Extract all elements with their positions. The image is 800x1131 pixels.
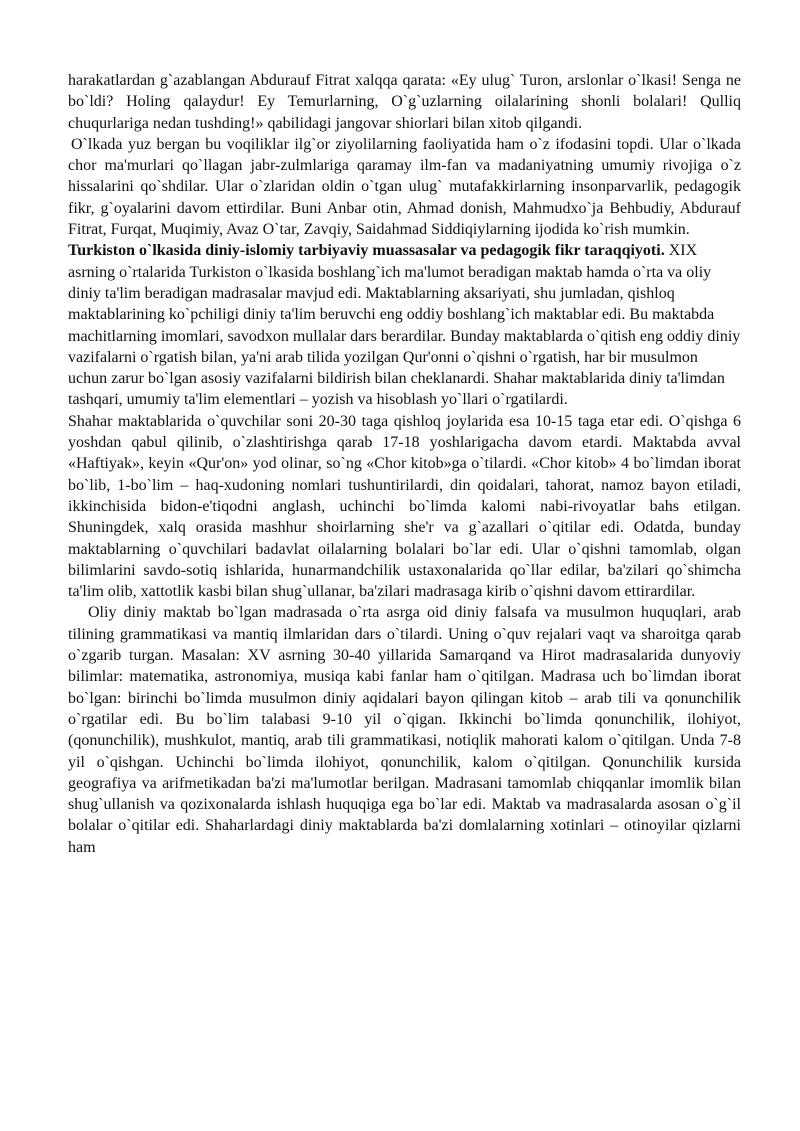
document-page [68,70,741,858]
paragraph-city-schools: Shahar maktablarida o`quvchilar soni 20-30 taga qishloq joylarida esa 10-15 taga etar edi. O`qishga 6 yoshdan qabul qilinib, o`zlashtirishga qarab 17-18 yoshlarigacha davom etardi. Maktabda avval «Haftiyak», keyin «Qur'on» yod olinar, so`ng «Chor kitob»ga o`tilardi. «Chor kitob» 4 bo`limdan iborat bo`lib, 1-bo`lim – haq-xudoning nomlari tushuntirilardi, din qoidalari, tahorat, namoz bayon etiladi, ikkinchisida bidon-e'tiqodni anglash, uchinchi bo`limda kalomi nabi-rivoyatlar bahs etilgan. Shuningdek, xalq orasida mashhur shoirlarning she'r va g`azallari o`qitilar edi. Odatda, bunday maktablarning o`quvchilari badavlat oilalarning bolalari bo`lar edi. Ular o`qishni tamomlab, olgan bilimlarini savdo-sotiq ishlarida, hunarmandchilik ustaxonalarida qo`llar edilar, ba'zilari qo`shimcha ta'lim olib, xattotlik kasbi bilan shug`ullanar, ba'zilari madrasaga kirib o`qishni davom ettirardilar. [68,412,741,601]
paragraph-intellectuals: O`lkada yuz bergan bu voqiliklar ilg`or ziyolilarning faoliyatida ham o`z ifodasini topdi. Ular o`lkada chor ma'murlari qo`llagan jabr-zulmlariga qaramay ilm-fan va madaniyatning umumiy rivojiga o`z hissalarini qo`shdilar. Ular o`zlaridan oldin o`tgan ulug` mutafakkirlarning insonparvarlik, pedagogik fikr, g`oyalarini davom ettirdilar. Buni Anbar otin, Ahmad donish, Mahmudxo`ja Behbudiy, Abdurauf Fitrat, Furqat, Muqimiy, Avaz O`tar, Zavqiy, Saidahmad Siddiqiylarning ijodida ko`rish mumkin. [68,135,741,239]
paragraph-fitrat-quote: harakatlardan g`azablangan Abdurauf Fitrat xalqqa qarata: «Ey ulug` Turon, arslonlar o`lkasi! Senga ne bo`ldi? Holing qalaydur! Ey Temurlarning, O`g`uzlarning oilalarining shonli bolalari! Qulliq chuqurlariga nedan tushding!» qabilidagi jangovar shiorlari bilan xitob qilgandi. [68,72,741,132]
section-heading: Turkiston o`lkasida diniy-islomiy tarbiyaviy muassasalar va pedagogik fikr taraqqiyoti. [68,242,665,260]
paragraph-madrasa: Oliy diniy maktab bo`lgan madrasada o`rta asrga oid diniy falsafa va musulmon huquqlari, arab tilining grammatikasi va mantiq ilmlaridan dars o`tilardi. Uning o`quv rejalari vaqt va sharoitga qarab o`zgarib turgan. Masalan: XV asrning 30-40 yillarida Samarqand va Hirot madrasalarida dunyoviy bilimlar: matematika, astronomiya, musiqa kabi fanlar ham o`qitilgan. Madrasa uch bo`limdan iborat bo`lgan: birinchi bo`limda musulmon diniy aqidalari bayon qilingan kitob – arab tili va qonunchilik o`rgatilar edi. Bu bo`lim talabasi 9-10 yil o`qigan. Ikkinchi bo`limda qonunchilik, ilohiyot, (qonunchilik), mushkulot, mantiq, arab tili grammatikasi, notiqlik mahorati kalom o`qitilgan. Unda 7-8 yil o`qishgan. Uchinchi bo`limda ilohiyot, qonunchilik, kalom o`qitilgan. Qonunchilik kursida geografiya va arifmetikadan ba'zi ma'lumotlar berilgan. Madrasani tamomlab chiqqanlar imomlik bilan shug`ullanish va qozixonalarda ishlash huquqiga ega bo`lar edi. Maktab va madrasalarda asosan o`g`il bolalar o`qitilar edi. Shaharlardagi diniy maktablarda ba'zi domlalarning xotinlari – otinoyilar qizlarni ham [68,604,741,856]
paragraph-religious-schools-text: XIX asrning o`rtalarida Turkiston o`lkasida boshlang`ich ma'lumot beradigan maktab hamda o`rta va oliy diniy ta'lim beradigan madrasalar mavjud edi. Maktablarning aksariyati, shu jumladan, qishloq maktablarining ko`pchiligi diniy ta'lim beruvchi eng oddiy boshlang`ich maktablar edi. Bu maktabda machitlarning imomlari, savodxon mullalar dars berardilar. Bunday maktablarda o`qitish eng oddiy diniy vazifalarni o`rgatish bilan, ya'ni arab tilida yozilgan Qur'onni o`qishni o`rgatish, har bir musulmon uchun zarur bo`lgan asosiy vazifalarni bildirish bilan cheklanardi. Shahar maktablarida diniy ta'limdan tashqari, umumiy ta'lim elementlari – yozish va hisoblash yo`llari o`rgatilardi. [68,242,741,409]
paragraph-religious-schools [68,240,741,410]
